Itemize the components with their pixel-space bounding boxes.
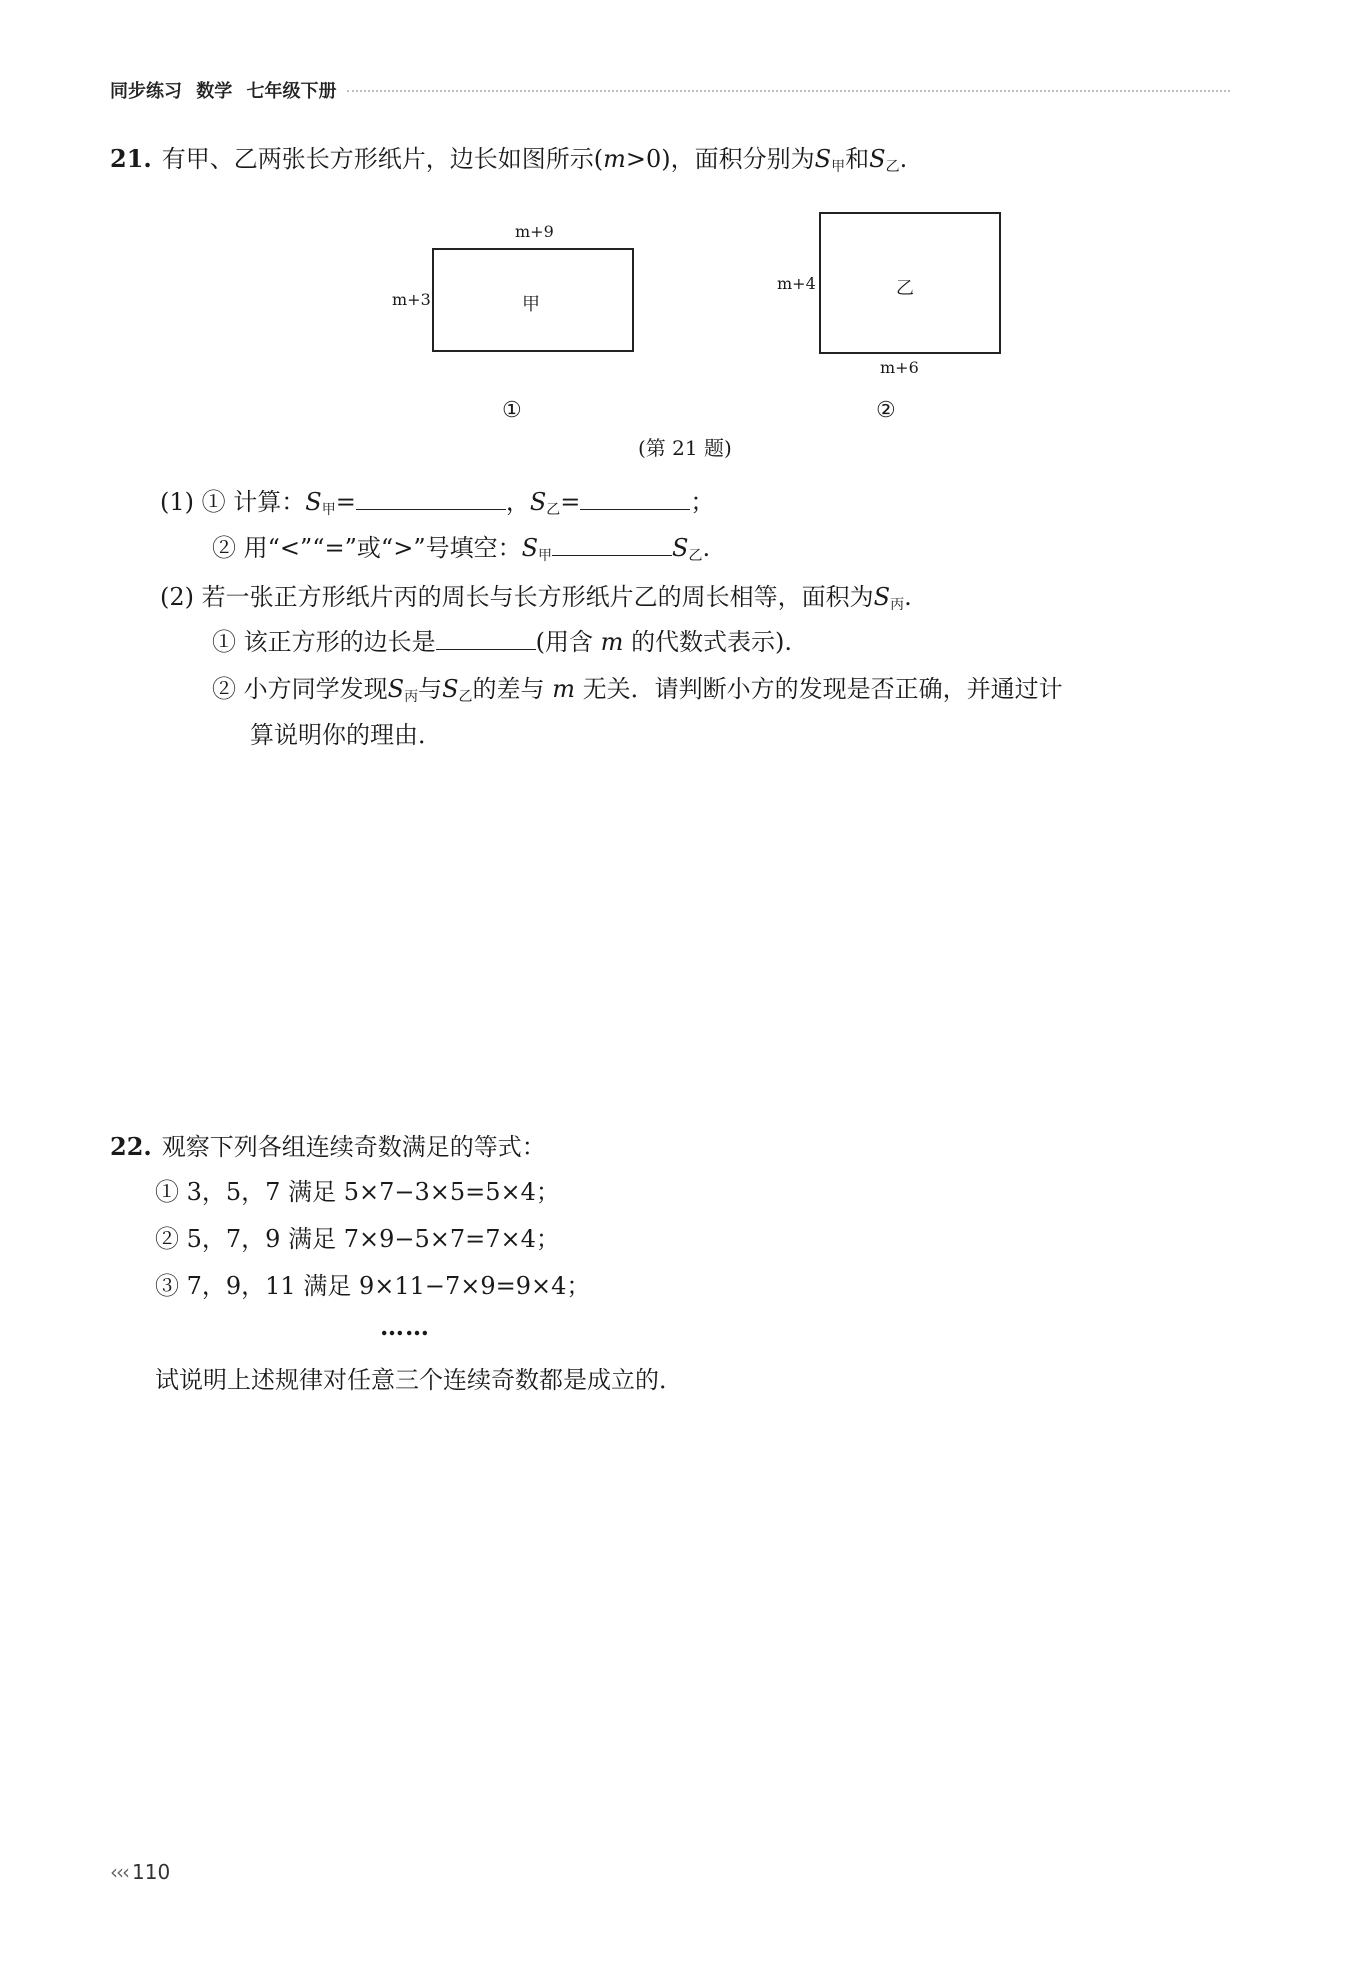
header-divider — [347, 90, 1230, 92]
q21-part2-a: ① 该正方形的边长是 (用含 m 的代数式表示). — [212, 628, 793, 656]
header-title: 同步练习 数学 七年级下册 — [110, 81, 337, 102]
q21-part2: (2) 若一张正方形纸片丙的周长与长方形纸片乙的周长相等，面积为$S_丙$. — [160, 583, 912, 613]
rect2-bottom-label: m+6 — [880, 358, 919, 377]
q22-number: 22. — [110, 1132, 152, 1161]
chevrons-icon: ‹‹‹ — [110, 1860, 128, 1884]
page-number: 110 — [132, 1860, 171, 1884]
page-header — [110, 76, 1230, 104]
answer-blank-s-jia[interactable] — [356, 487, 506, 510]
q22-item-2: ② 5，7，9 满足 7×9−5×7=7×4； — [155, 1225, 560, 1253]
q21-part2-b-line2: 算说明你的理由． — [250, 721, 442, 749]
q21-number: 21. — [110, 144, 152, 173]
rect1-left-label: m+3 — [392, 290, 431, 309]
q21-part1-a: (1) ① 计算：$S_甲=$ ，$S_乙=$ ； — [160, 488, 715, 518]
figure-caption: (第 21 题) — [638, 436, 732, 460]
rect1-marker: ① — [502, 398, 522, 423]
q22-conclusion: 试说明上述规律对任意三个连续奇数都是成立的． — [155, 1366, 683, 1394]
q21-stem: 21. 有甲、乙两张长方形纸片，边长如图所示(m>0)，面积分别为$S_甲$和$S_乙$. — [110, 144, 908, 175]
q22-ellipsis: …… — [380, 1312, 430, 1341]
rect1-center-label: 甲 — [522, 294, 540, 315]
q22-item-3: ③ 7，9，11 满足 9×11−7×9=9×4； — [155, 1272, 591, 1300]
page-footer — [110, 1860, 170, 1884]
answer-blank-side-length[interactable] — [436, 627, 536, 650]
answer-blank-compare[interactable] — [552, 533, 672, 556]
rect2-marker: ② — [876, 398, 896, 423]
rect2-center-label: 乙 — [896, 278, 914, 299]
q22-stem: 22. 观察下列各组连续奇数满足的等式： — [110, 1132, 546, 1161]
rect1-top-label: m+9 — [515, 222, 554, 241]
rect2-left-label: m+4 — [777, 274, 816, 293]
q21-figure — [380, 200, 1040, 470]
answer-blank-s-yi[interactable] — [580, 487, 690, 510]
q21-part2-b: ② 小方同学发现$S_丙$与$S_乙$的差与 m 无关．请判断小方的发现是否正确，并通过计 — [212, 675, 1063, 705]
q22-item-1: ① 3，5，7 满足 5×7−3×5=5×4； — [155, 1178, 560, 1206]
q21-part1-b: ② 用“<”“=”或“>”号填空：$S_甲$ $S_乙$. — [212, 534, 711, 564]
